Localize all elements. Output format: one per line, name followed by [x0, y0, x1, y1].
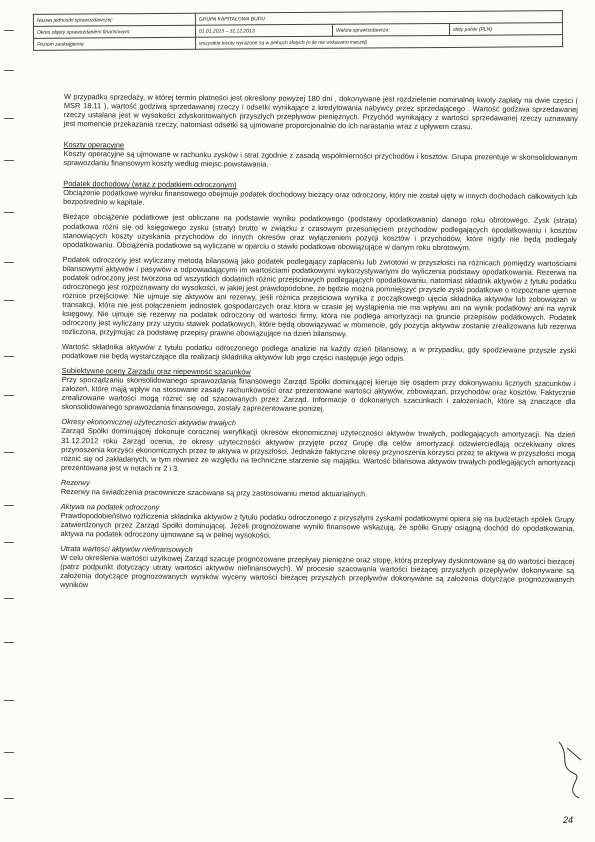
- rounding-value: wszystkie kwoty wyrażone są w pełnych złotych (o ile nie wskazano inaczej): [196, 35, 563, 50]
- heading-income-tax: Podatek dochodowy (wraz z podatkiem odroczonym): [63, 179, 237, 190]
- paragraph-income-tax-3: Podatek odroczony jest wyliczany metodą bilansową jako podatek podlegający zapłaceniu lub zwrotowi w przyszłości na różnicach pomiędzy wartościami bilansowymi aktywów i pasywów a odpowiadającymi im wartościami podatkowymi wykorzystywanymi do wyliczenia podstawy opodatkowania. Rezerwa na podatek odroczony jest tworzona od wszystkich dodatnich różnic przejściowych podlegających opodatkowaniu, natomiast składnik aktywów z tytułu podatku odroczonego jest rozpoznawany do wysokości, w jakiej jest prawdopodobne, że będzie można pomniejszyć przyszłe zyski podatkowe o rozpoznane ujemne różnice przejściowe. Nie ujmuje się aktywów ani rezerwy, jeśli różnica przejściowa wynika z początkowego ujęcia składnika aktywów lub zobowiązań w transakcji, która nie jest połączeniem jednostek gospodarczych oraz która w czasie jej wystąpienia nie ma wpływu ani na wynik podatkowy ani na wynik księgowy. Nie ujmuje się rezerwy na podatek odroczony od wartości firmy, która nie podlega amortyzacji na gruncie przepisów podatkowych. Podatek odroczony jest wyliczany przy użyciu stawek podatkowych, które będą obowiązywać w momencie, gdy pozycja aktywów zostanie zrealizowana lub rezerwa rozliczona, przyjmując za podstawę przepisy prawne obowiązujące na dzień bilansowy.: [62, 254, 577, 339]
- heading-useful-life: Okresy ekonomicznej użyteczności aktywów trwałych: [61, 417, 237, 428]
- entity-name-label: Nazwa jednostki sprawozdawczej:: [33, 13, 195, 26]
- heading-impairment: Utrata wartości aktywów niefinansowych: [60, 543, 193, 554]
- document-body: [60, 92, 578, 599]
- report-header-table: [33, 10, 563, 51]
- entity-name-value: GRUPA KAPITAŁOWA BUDU: [195, 11, 562, 26]
- currency-label: Waluta sprawozdawcza:: [332, 23, 449, 36]
- page-number: 24: [563, 815, 574, 825]
- period-label: Okres objęty sprawozdaniem finansowym:: [33, 25, 195, 38]
- rounding-label: Poziom zaokrąglenia:: [34, 37, 196, 50]
- heading-provisions: Rezerwy: [60, 477, 90, 487]
- period-value: 01.01.2013 – 31.12.2013: [195, 24, 332, 37]
- heading-operating-costs: Koszty operacyjne: [63, 140, 125, 150]
- heading-estimates: Subiektywne oceny Zarządu oraz niepewność szacunków: [61, 366, 251, 377]
- paragraph-deferred-tax-assets: Prawdopodobieństwo rozliczenia składnika aktywów z tytułu podatku odroczonego z przyszłymi zyskami podatkowymi opiera się na budżetach spółek Grupy zatwierdzonych przez Zarząd Spółki dominującej. Jeżeli prognozowane wyniki finansowe wskazują, że spółki Grupy osiągną dochód do opodatkowania, aktywa na podatek odroczony ujmowane są w pełnej wysokości.: [60, 510, 575, 540]
- paragraph-impairment: W celu określenia wartości użytkowej Zarząd szacuje prognozowane przepływy pieniężne oraz stopę, którą przepływy dyskontowane są do wartości bieżącej (patrz podpunkt dotyczący utraty wartości aktywów niefinansowych). W procesie szacowania wartości bieżącej przyszłych przepływów dokonywane są założenia dotyczące prognozowanych wyników wyceny wartości bieżącej przyszłych przepływów dokonywane są założenia dotyczące prognozowanych wyników: [60, 553, 575, 590]
- heading-deferred-tax-assets: Aktywa na podatek odroczony: [60, 501, 160, 512]
- currency-value: złoty polski (PLN): [449, 23, 562, 36]
- paragraph-income-tax-4: Wartość składnika aktywów z tytułu podatku odroczonego podlega analizie na każdy dzień bilansowy, a w przypadku, gdy spodziewane przyszłe zyski podatkowe nie będą wystarczające dla realizacji składnika aktywów lub jego części następuje jego odpis.: [61, 342, 577, 363]
- paragraph-estimates: Przy sporządzaniu skonsolidowanego sprawozdania finansowego Zarząd Spółki dominującej kieruje się osądem przy dokonywaniu licznych szacunków i założeń, które mają wpływ na stosowane zasady rachunkowości oraz prezentowane wartości aktywów, zobowiązań, przychodów oraz kosztów. Faktycznie zrealizowane wartości mogą różnić się od szacowanych przez Zarząd. Informacje o dokonanych szacunkach i założeniach, które są znaczące dla skonsolidowanego sprawozdania finansowego, zostały zaprezentowane poniżej.: [61, 375, 576, 414]
- paragraph-useful-life: Zarząd Spółki dominującej dokonuje corocznej weryfikacji okresów ekonomicznej użyteczności aktywów trwałych, podlegających amortyzacji. Na dzień 31.12.2012 roku Zarząd ocenia, że okresy użyteczności aktywów przyjęte przez Grupę dla celów amortyzacji odzwierciedlają oczekiwany okres przynoszenia korzyści ekonomicznych przez te aktywa w przyszłości. Jednakże faktyczne okresy przynoszenia korzyści przez te aktywa w przyszłości mogą różnić się od zakładanych, w tym również ze względu na techniczne starzenie się majątku. Wartość bilansowa aktywów trwałych podlegających amortyzacji prezentowana jest w notach nr 2 i 3.: [61, 426, 576, 473]
- paragraph-income-tax-2: Bieżące obciążenie podatkowe jest obliczane na podstawie wyniku podatkowego (podstawy opodatkowania) danego roku obrotowego. Zysk (strata) podatkowa różni się od księgowego zysku (straty) brutto w związku z czasowym przesunięciem przychodów podlegających opodatkowaniu i kosztów stanowiących koszty uzyskania przychodów do innych okresów oraz wyłączeniem pozycji kosztów i przychodów, które nigdy nie będą podlegały opodatkowaniu. Obciążenia podatkowe są wyliczane w oparciu o stawki podatkowe obowiązujące w danym roku obrotowym.: [62, 212, 578, 252]
- signature-mark: [553, 738, 587, 810]
- paragraph-revenue: W przypadku sprzedaży, w której termin płatności jest określony powyżej 180 dni , dokonywane jest rozdzielenie nominalnej kwoty zapłaty na dwie części ( MSR 18.11 ), wartość godziwą sprzedawanej rzeczy i odsetki wynikające z kredytowania nabywcy przez sprzedającego . Wartość godziwa sprzedawanej rzeczy ustalana jest w wysokości zdyskontowanych przyszłych przepływów pieniężnych. Przychód wynikający z wartości sprzedawanej rzeczy uznawany jest momencie przekazania rzeczy, natomiast odsetki są ujmowane proporcjonalnie do ich narastania wraz z upływem czasu.: [63, 92, 578, 132]
- paragraph-income-tax-1: Obciążenie podatkowe wyniku finansowego obejmuje podatek dochodowy bieżący oraz odroczony, który nie został ujęty w innych dochodach całkowitych lub bezpośrednio w kapitale.: [63, 188, 578, 208]
- paragraph-operating-costs: Koszty operacyjne są ujmowane w rachunku zysków i strat zgodnie z zasadą współmierności przychodów i kosztów. Grupa prezentuje w skonsolidowanym sprawozdaniu finansowym koszty według miejsc powstawania.: [63, 149, 578, 169]
- paragraph-provisions: Rezerwy na świadczenia pracownicze szacowane są przy zastosowaniu metod aktuarialnych.: [60, 486, 368, 499]
